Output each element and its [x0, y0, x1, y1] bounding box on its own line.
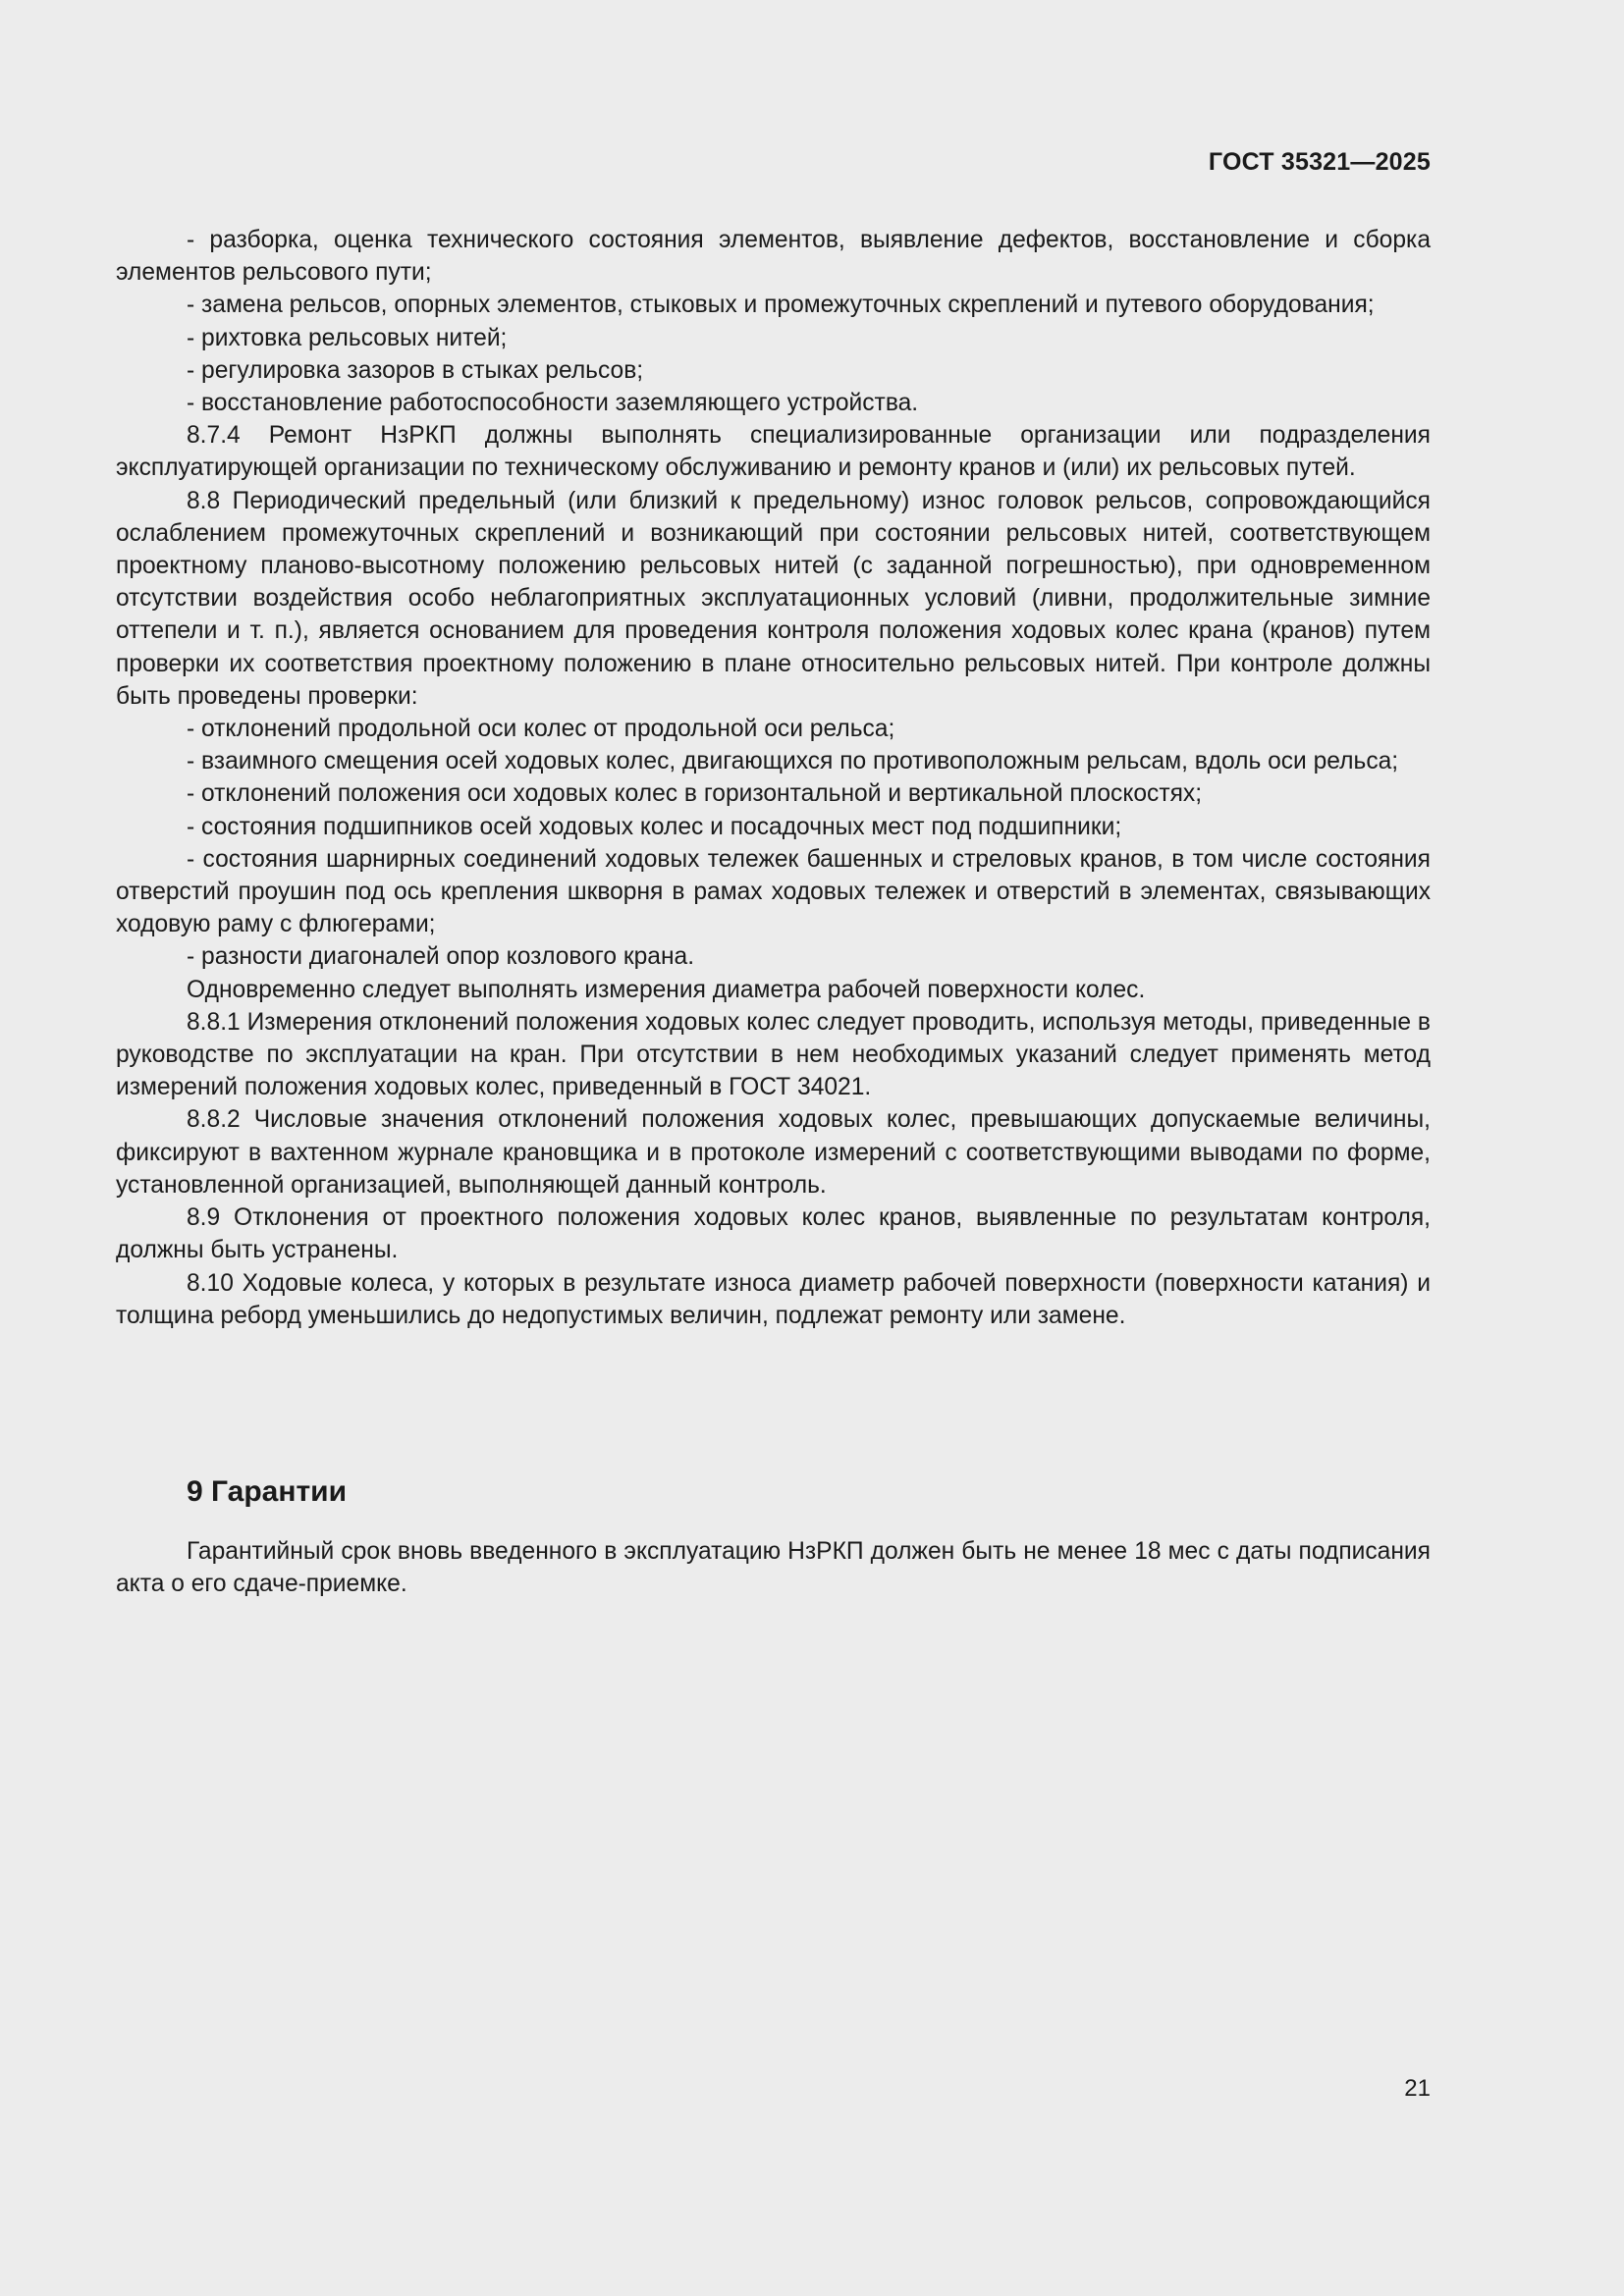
paragraph: Одновременно следует выполнять измерения диаметра рабочей поверхности колес. — [187, 976, 1146, 1003]
section-8-body — [116, 224, 1431, 1332]
list-item: - взаимного смещения осей ходовых колес, двигающихся по противоположным рельсам, вдоль оси рельса; — [187, 748, 1399, 775]
guarantee-paragraph: Гарантийный срок вновь введенного в эксплуатацию НзРКП должен быть не менее 18 мес с даты подписания акта о его сдаче-приемке. — [116, 1538, 1431, 1598]
section-9-body — [116, 1535, 1431, 1600]
list-item: - разности диагоналей опор козлового крана. — [187, 943, 695, 971]
clause-8-9: 8.9 Отклонения от проектного положения ходовых колес кранов, выявленные по результатам контроля, должны быть устранены. — [116, 1204, 1431, 1264]
list-item: - рихтовка рельсовых нитей; — [187, 324, 508, 351]
list-item: - восстановление работоспособности заземляющего устройства. — [187, 390, 919, 417]
clause-8-10: 8.10 Ходовые колеса, у которых в результате износа диаметр рабочей поверхности (поверхности катания) и толщина реборд уменьшились до недопустимых величин, подлежат ремонту или замене. — [116, 1269, 1431, 1329]
list-item: - отклонений положения оси ходовых колес в горизонтальной и вертикальной плоскостях; — [187, 780, 1203, 808]
list-item: - состояния подшипников осей ходовых колес и посадочных мест под подшипники; — [187, 813, 1122, 840]
list-item: - отклонений продольной оси колес от продольной оси рельса; — [187, 716, 895, 743]
section-9-heading: 9 Гарантии — [187, 1475, 348, 1508]
clause-8-8-2: 8.8.2 Числовые значения отклонений положения ходовых колес, превышающих допускаемые величины, фиксируют в вахтенном журнале крановщика и в протоколе измерений с соответствующими выводами по форме, установленной организацией, выполняющей данный контроль. — [116, 1106, 1431, 1199]
clause-8-7-4: 8.7.4 Ремонт НзРКП должны выполнять специализированные организации или подразделения эксплуатирующей организации по техническому обслуживанию и ремонту кранов и (или) их рельсовых путей. — [116, 422, 1431, 482]
clause-8-8: 8.8 Периодический предельный (или близкий к предельному) износ головок рельсов, сопровождающийся ослаблением промежуточных скреплений и возникающий при состоянии рельсовых нитей, соответствующем проектному планово-высотному положению рельсовых нитей (с заданной погрешностью), при одновременном отсутствии воздействия особо неблагоприятных эксплуатационных условий (ливни, продолжительные зимние оттепели и т. п.), является основанием для проведения контроля положения ходовых колес крана (кранов) путем проверки их соответствия проектному положению в плане относительно рельсовых нитей. При контроле должны быть проведены проверки: — [116, 487, 1431, 710]
page-number: 21 — [1404, 2075, 1431, 2102]
clause-8-8-1: 8.8.1 Измерения отклонений положения ходовых колес следует проводить, используя методы, приведенные в руководстве по эксплуатации на кран. При отсутствии в нем необходимых указаний следует применять метод измерений положения ходовых колес, приведенный в ГОСТ 34021. — [116, 1008, 1431, 1101]
list-item: - замена рельсов, опорных элементов, стыковых и промежуточных скреплений и путевого оборудования; — [187, 292, 1375, 319]
list-item: - состояния шарнирных соединений ходовых тележек башенных и стреловых кранов, в том числе состояния отверстий проушин под ось крепления шкворня в рамах ходовых тележек и отверстий в элементах, связывающих ходовую раму с флюгерами; — [116, 845, 1431, 938]
document-code-header: ГОСТ 35321—2025 — [1208, 148, 1431, 176]
list-item: - регулировка зазоров в стыках рельсов; — [187, 356, 644, 384]
list-item: - разборка, оценка технического состояния элементов, выявление дефектов, восстановление и сборка элементов рельсового пути; — [116, 227, 1431, 287]
